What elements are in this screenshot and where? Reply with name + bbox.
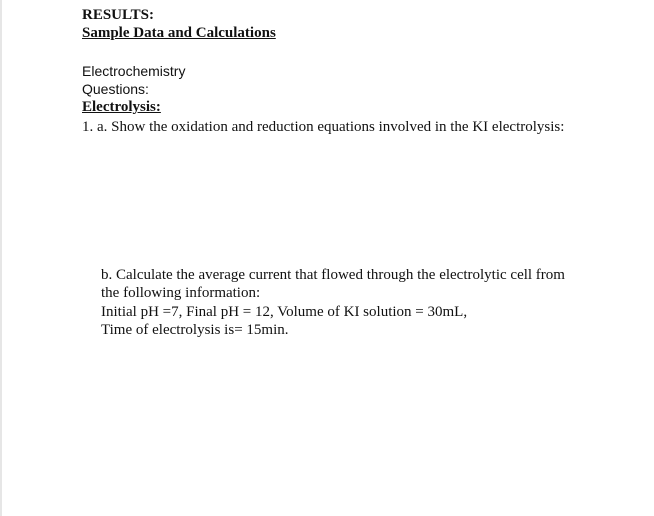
question-1a: 1. a. Show the oxidation and reduction equations involved in the KI electrolysis: (82, 119, 565, 135)
page-edge-divider (0, 0, 2, 516)
question-1b-line-2: the following information: (101, 285, 261, 301)
question-1b-line-1: b. Calculate the average current that flowed through the electrolytic cell from (101, 267, 565, 283)
topic-label: Electrochemistry (82, 63, 186, 79)
questions-label: Questions: (82, 81, 149, 97)
question-1b-line-4: Time of electrolysis is= 15min. (101, 322, 289, 338)
results-heading: RESULTS: (82, 7, 154, 23)
electrolysis-section-title: Electrolysis: (82, 99, 161, 115)
question-1b-line-3: Initial pH =7, Final pH = 12, Volume of KI solution = 30mL, (101, 304, 468, 320)
sample-data-subheading: Sample Data and Calculations (82, 25, 276, 41)
